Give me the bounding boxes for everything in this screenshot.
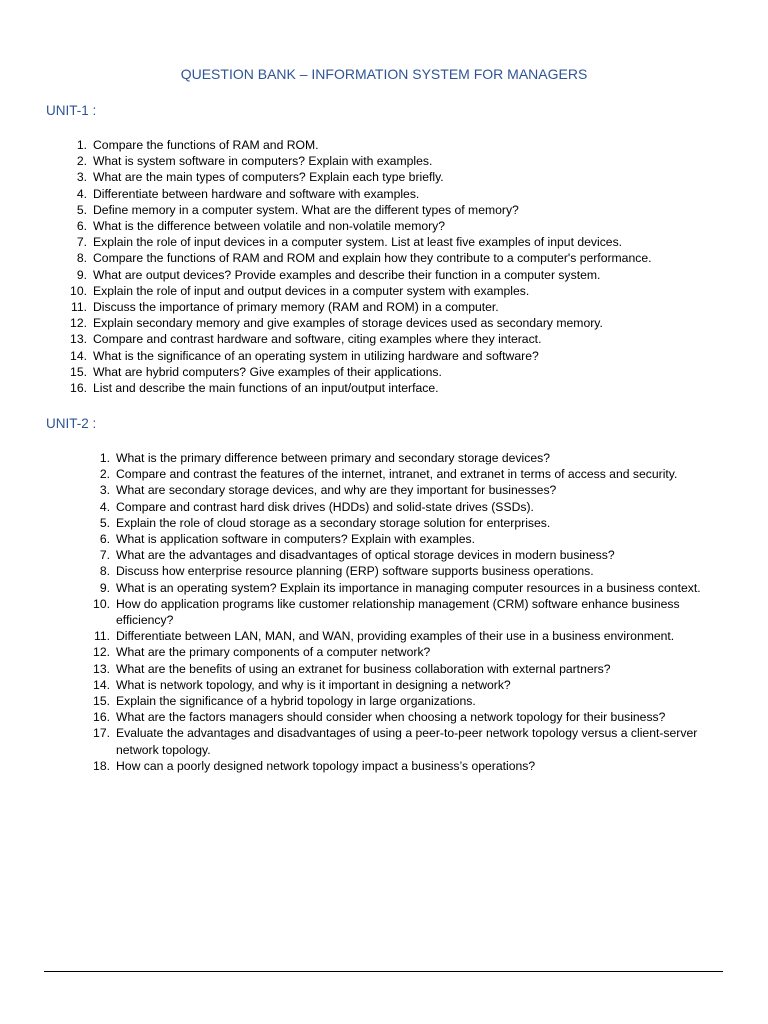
question-text: Compare and contrast hardware and software, citing examples where they interact.: [93, 332, 542, 347]
question-number: 17.: [93, 726, 110, 741]
unit-1-question-6: [66, 218, 726, 234]
question-number: 4.: [76, 186, 87, 201]
question-text: What are hybrid computers? Give examples of their applications.: [93, 364, 442, 379]
question-number: 6.: [76, 219, 87, 234]
unit-2-question-8: [88, 563, 728, 579]
unit-2-question-15: [88, 693, 728, 709]
question-number: 7.: [76, 235, 87, 250]
unit-1-question-3: [66, 169, 726, 185]
unit-1-heading: UNIT-1 :: [46, 103, 97, 118]
question-number: 14.: [93, 677, 110, 692]
question-number: 2.: [76, 154, 87, 169]
question-text: What are the benefits of using an extranet for business collaboration with external partners?: [116, 661, 611, 676]
unit-2-question-1: [88, 450, 728, 466]
unit-1-question-11: [66, 299, 726, 315]
page-title: QUESTION BANK – INFORMATION SYSTEM FOR MANAGERS: [180, 66, 588, 82]
question-number: 11.: [93, 629, 110, 644]
question-text: What is the primary difference between primary and secondary storage devices?: [116, 451, 551, 465]
unit-1-question-13: [66, 331, 726, 347]
question-text: How can a poorly designed network topology impact a business’s operations?: [116, 758, 536, 773]
question-number: 11.: [70, 300, 87, 315]
question-text: Explain the role of input and output devices in a computer system with examples.: [93, 283, 530, 298]
unit-1-question-16: [66, 380, 726, 396]
question-number: 15.: [70, 364, 87, 379]
unit-1-question-15: [66, 364, 726, 380]
question-text: Explain the role of input devices in a computer system. List at least five examples of input devices.: [93, 235, 623, 250]
question-number: 12.: [70, 316, 87, 331]
question-text: List and describe the main functions of an input/output interface.: [93, 381, 439, 396]
question-number: 10.: [70, 283, 87, 298]
question-number: 12.: [93, 645, 110, 660]
unit-1-question-10: [66, 283, 726, 299]
unit-2-question-6: [88, 531, 728, 547]
unit-1-question-4: [66, 186, 726, 202]
question-text: What is an operating system? Explain its importance in managing computer resources in a business context.: [116, 580, 701, 595]
unit-2-question-9: [88, 580, 728, 596]
question-text: Differentiate between hardware and software with examples.: [93, 186, 420, 201]
question-number: 8.: [99, 564, 110, 579]
question-text: How do application programs like customer relationship management (CRM) software enhance business efficiency?: [116, 596, 680, 628]
unit-1-question-1: [66, 137, 726, 153]
unit-2-question-12: [88, 644, 728, 660]
unit-2-question-10: [88, 596, 728, 628]
unit-2-heading: UNIT-2 :: [46, 416, 97, 431]
question-number: 1.: [99, 451, 110, 465]
question-text: What is the significance of an operating system in utilizing hardware and software?: [93, 348, 539, 363]
question-number: 9.: [99, 580, 110, 595]
question-number: 1.: [76, 138, 87, 152]
question-text: Compare and contrast the features of the internet, intranet, and extranet in terms of access and security.: [116, 467, 678, 482]
question-text: What are secondary storage devices, and why are they important for businesses?: [116, 483, 557, 498]
unit-1-question-9: [66, 267, 726, 283]
unit-2-question-7: [88, 547, 728, 563]
question-text: Explain the role of cloud storage as a secondary storage solution for enterprises.: [116, 515, 551, 530]
question-text: Discuss how enterprise resource planning (ERP) software supports business operations.: [116, 564, 594, 579]
unit-2-question-14: [88, 677, 728, 693]
question-text: What is application software in computers? Explain with examples.: [116, 532, 476, 547]
question-number: 9.: [76, 267, 87, 282]
unit-2-question-18: [88, 758, 728, 774]
question-number: 16.: [70, 381, 87, 396]
question-number: 5.: [76, 202, 87, 217]
unit-2-question-16: [88, 709, 728, 725]
question-number: 5.: [99, 515, 110, 530]
question-number: 7.: [99, 548, 110, 563]
unit-1-question-8: [66, 250, 726, 266]
question-number: 3.: [76, 170, 87, 185]
unit-2-question-2: [88, 466, 728, 482]
question-number: 10.: [93, 596, 110, 611]
unit-1-question-5: [66, 202, 726, 218]
footer-divider: [44, 971, 723, 972]
unit-2-question-11: [88, 628, 728, 644]
question-number: 13.: [70, 332, 87, 347]
unit-1-question-7: [66, 234, 726, 250]
question-number: 6.: [99, 532, 110, 547]
unit-1-question-list: [66, 137, 726, 396]
question-text: What is system software in computers? Explain with examples.: [93, 154, 433, 169]
question-text: Explain secondary memory and give examples of storage devices used as secondary memory.: [93, 316, 603, 331]
question-text: What are the factors managers should consider when choosing a network topology for their business?: [116, 710, 666, 725]
question-number: 8.: [76, 251, 87, 266]
unit-2-question-3: [88, 482, 728, 498]
question-text: Compare and contrast hard disk drives (HDDs) and solid-state drives (SSDs).: [116, 499, 534, 514]
question-text: Differentiate between LAN, MAN, and WAN, providing examples of their use in a business environment.: [116, 629, 675, 644]
unit-2-question-17: [88, 725, 728, 757]
unit-2-question-list: [88, 450, 728, 774]
question-number: 18.: [93, 758, 110, 773]
unit-2-question-4: [88, 499, 728, 515]
question-number: 16.: [93, 710, 110, 725]
question-text: Compare the functions of RAM and ROM and explain how they contribute to a computer's performance.: [93, 251, 652, 266]
question-text: What is network topology, and why is it important in designing a network?: [116, 677, 511, 692]
unit-2-question-13: [88, 661, 728, 677]
unit-1-question-14: [66, 348, 726, 364]
question-text: What are output devices? Provide examples and describe their function in a computer system.: [93, 267, 601, 282]
unit-1-question-12: [66, 315, 726, 331]
question-number: 3.: [99, 483, 110, 498]
question-text: Evaluate the advantages and disadvantages of using a peer-to-peer network topology versus a client-server network topology.: [116, 726, 698, 757]
question-number: 4.: [99, 499, 110, 514]
question-text: What are the primary components of a computer network?: [116, 645, 431, 660]
unit-2-question-5: [88, 515, 728, 531]
question-number: 2.: [99, 467, 110, 482]
question-number: 14.: [70, 348, 87, 363]
question-text: What is the difference between volatile and non-volatile memory?: [93, 219, 446, 234]
question-text: Explain the significance of a hybrid topology in large organizations.: [116, 694, 476, 709]
unit-1-question-2: [66, 153, 726, 169]
question-text: Define memory in a computer system. What are the different types of memory?: [93, 202, 519, 217]
question-text: Discuss the importance of primary memory (RAM and ROM) in a computer.: [93, 300, 499, 315]
question-text: What are the advantages and disadvantages of optical storage devices in modern business?: [116, 548, 615, 563]
question-number: 15.: [93, 694, 110, 709]
question-text: Compare the functions of RAM and ROM.: [93, 138, 319, 152]
question-text: What are the main types of computers? Explain each type briefly.: [93, 170, 444, 185]
question-number: 13.: [93, 661, 110, 676]
